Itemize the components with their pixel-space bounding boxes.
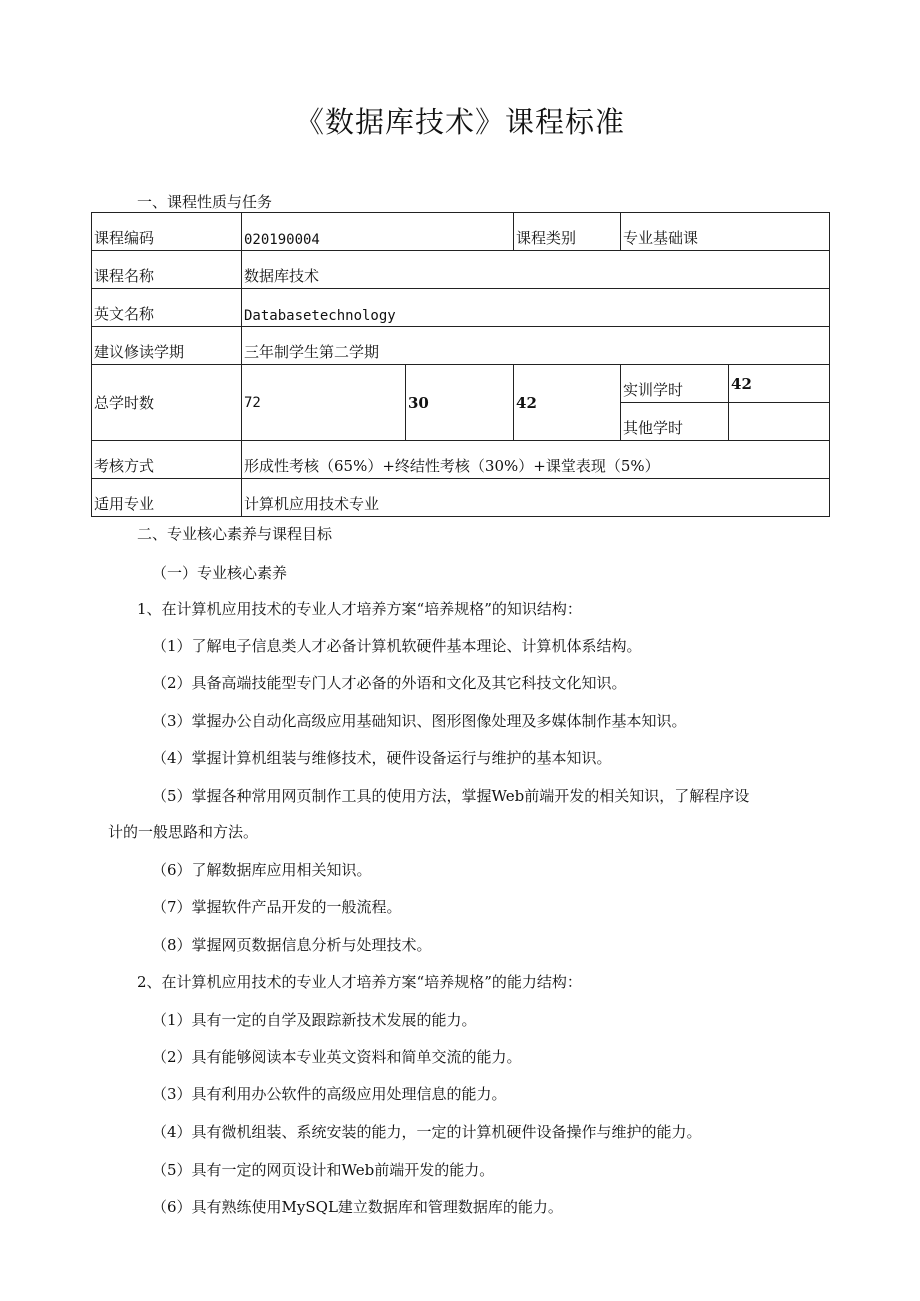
list-item: （6）具有熟练使用MySQL建立数据库和管理数据库的能力。 bbox=[152, 1198, 563, 1216]
table-row bbox=[92, 213, 830, 251]
table-cell-label: 课程类别 bbox=[514, 213, 621, 251]
list-item: （2）具备高端技能型专门人才必备的外语和文化及其它科技文化知识。 bbox=[152, 674, 627, 692]
list-item: （1）具有一定的自学及跟踪新技术发展的能力。 bbox=[152, 1011, 477, 1029]
table-cell-label: 课程名称 bbox=[92, 251, 242, 289]
list-item: （7）掌握软件产品开发的一般流程。 bbox=[152, 898, 402, 916]
table-row bbox=[92, 365, 830, 403]
table-row bbox=[92, 251, 830, 289]
major-value: 计算机应用技术专业 bbox=[242, 479, 830, 517]
table-cell-label: 其他学时 bbox=[621, 403, 729, 441]
list-item: （6）了解数据库应用相关知识。 bbox=[152, 861, 372, 879]
total-hours-value: 72 bbox=[242, 365, 406, 441]
ability-heading: 2、在计算机应用技术的专业人才培养方案“培养规格”的能力结构： bbox=[137, 973, 582, 991]
table-cell-label: 适用专业 bbox=[92, 479, 242, 517]
list-item: （4）具有微机组装、系统安装的能力，一定的计算机硬件设备操作与维护的能力。 bbox=[152, 1123, 702, 1141]
course-info-table bbox=[91, 212, 830, 517]
section-heading-2: 二、专业核心素养与课程目标 bbox=[137, 525, 333, 543]
subsection-heading: （一）专业核心素养 bbox=[152, 564, 288, 582]
list-item: （2）具有能够阅读本专业英文资料和简单交流的能力。 bbox=[152, 1048, 522, 1066]
course-name-value: 数据库技术 bbox=[242, 251, 830, 289]
table-cell-label: 实训学时 bbox=[621, 365, 729, 403]
page-title: 《数据库技术》课程标准 bbox=[294, 105, 625, 139]
hours-col3-value: 42 bbox=[514, 365, 621, 441]
list-item-continuation: 计的一般思路和方法。 bbox=[108, 823, 259, 841]
table-row bbox=[92, 289, 830, 327]
list-item: （1）了解电子信息类人才必备计算机软硬件基本理论、计算机体系结构。 bbox=[152, 637, 642, 655]
table-cell-label: 课程编码 bbox=[92, 213, 242, 251]
table-cell-label: 总学时数 bbox=[92, 365, 242, 441]
table-cell-label: 考核方式 bbox=[92, 441, 242, 479]
term-value: 三年制学生第二学期 bbox=[242, 327, 830, 365]
table-row bbox=[92, 441, 830, 479]
course-code-value: 020190004 bbox=[242, 213, 514, 251]
hours-col2-value: 30 bbox=[406, 365, 514, 441]
table-row bbox=[92, 479, 830, 517]
table-cell-label: 建议修读学期 bbox=[92, 327, 242, 365]
list-item: （3）掌握办公自动化高级应用基础知识、图形图像处理及多媒体制作基本知识。 bbox=[152, 712, 687, 730]
english-name-value: Databasetechnology bbox=[242, 289, 830, 327]
list-item: （4）掌握计算机组装与维修技术，硬件设备运行与维护的基本知识。 bbox=[152, 749, 612, 767]
list-item: （5）掌握各种常用网页制作工具的使用方法，掌握Web前端开发的相关知识，了解程序设 bbox=[152, 787, 750, 805]
other-hours-value bbox=[729, 403, 830, 441]
knowledge-heading: 1、在计算机应用技术的专业人才培养方案“培养规格”的知识结构： bbox=[137, 600, 582, 618]
list-item: （5）具有一定的网页设计和Web前端开发的能力。 bbox=[152, 1161, 495, 1179]
table-row bbox=[92, 327, 830, 365]
practice-hours-value: 42 bbox=[729, 365, 830, 403]
course-category-value: 专业基础课 bbox=[621, 213, 830, 251]
section-heading-1: 一、课程性质与任务 bbox=[137, 193, 273, 211]
table-cell-label: 英文名称 bbox=[92, 289, 242, 327]
list-item: （3）具有利用办公软件的高级应用处理信息的能力。 bbox=[152, 1085, 507, 1103]
list-item: （8）掌握网页数据信息分析与处理技术。 bbox=[152, 936, 432, 954]
exam-method-value: 形成性考核（65%）+终结性考核（30%）+课堂表现（5%） bbox=[242, 441, 830, 479]
